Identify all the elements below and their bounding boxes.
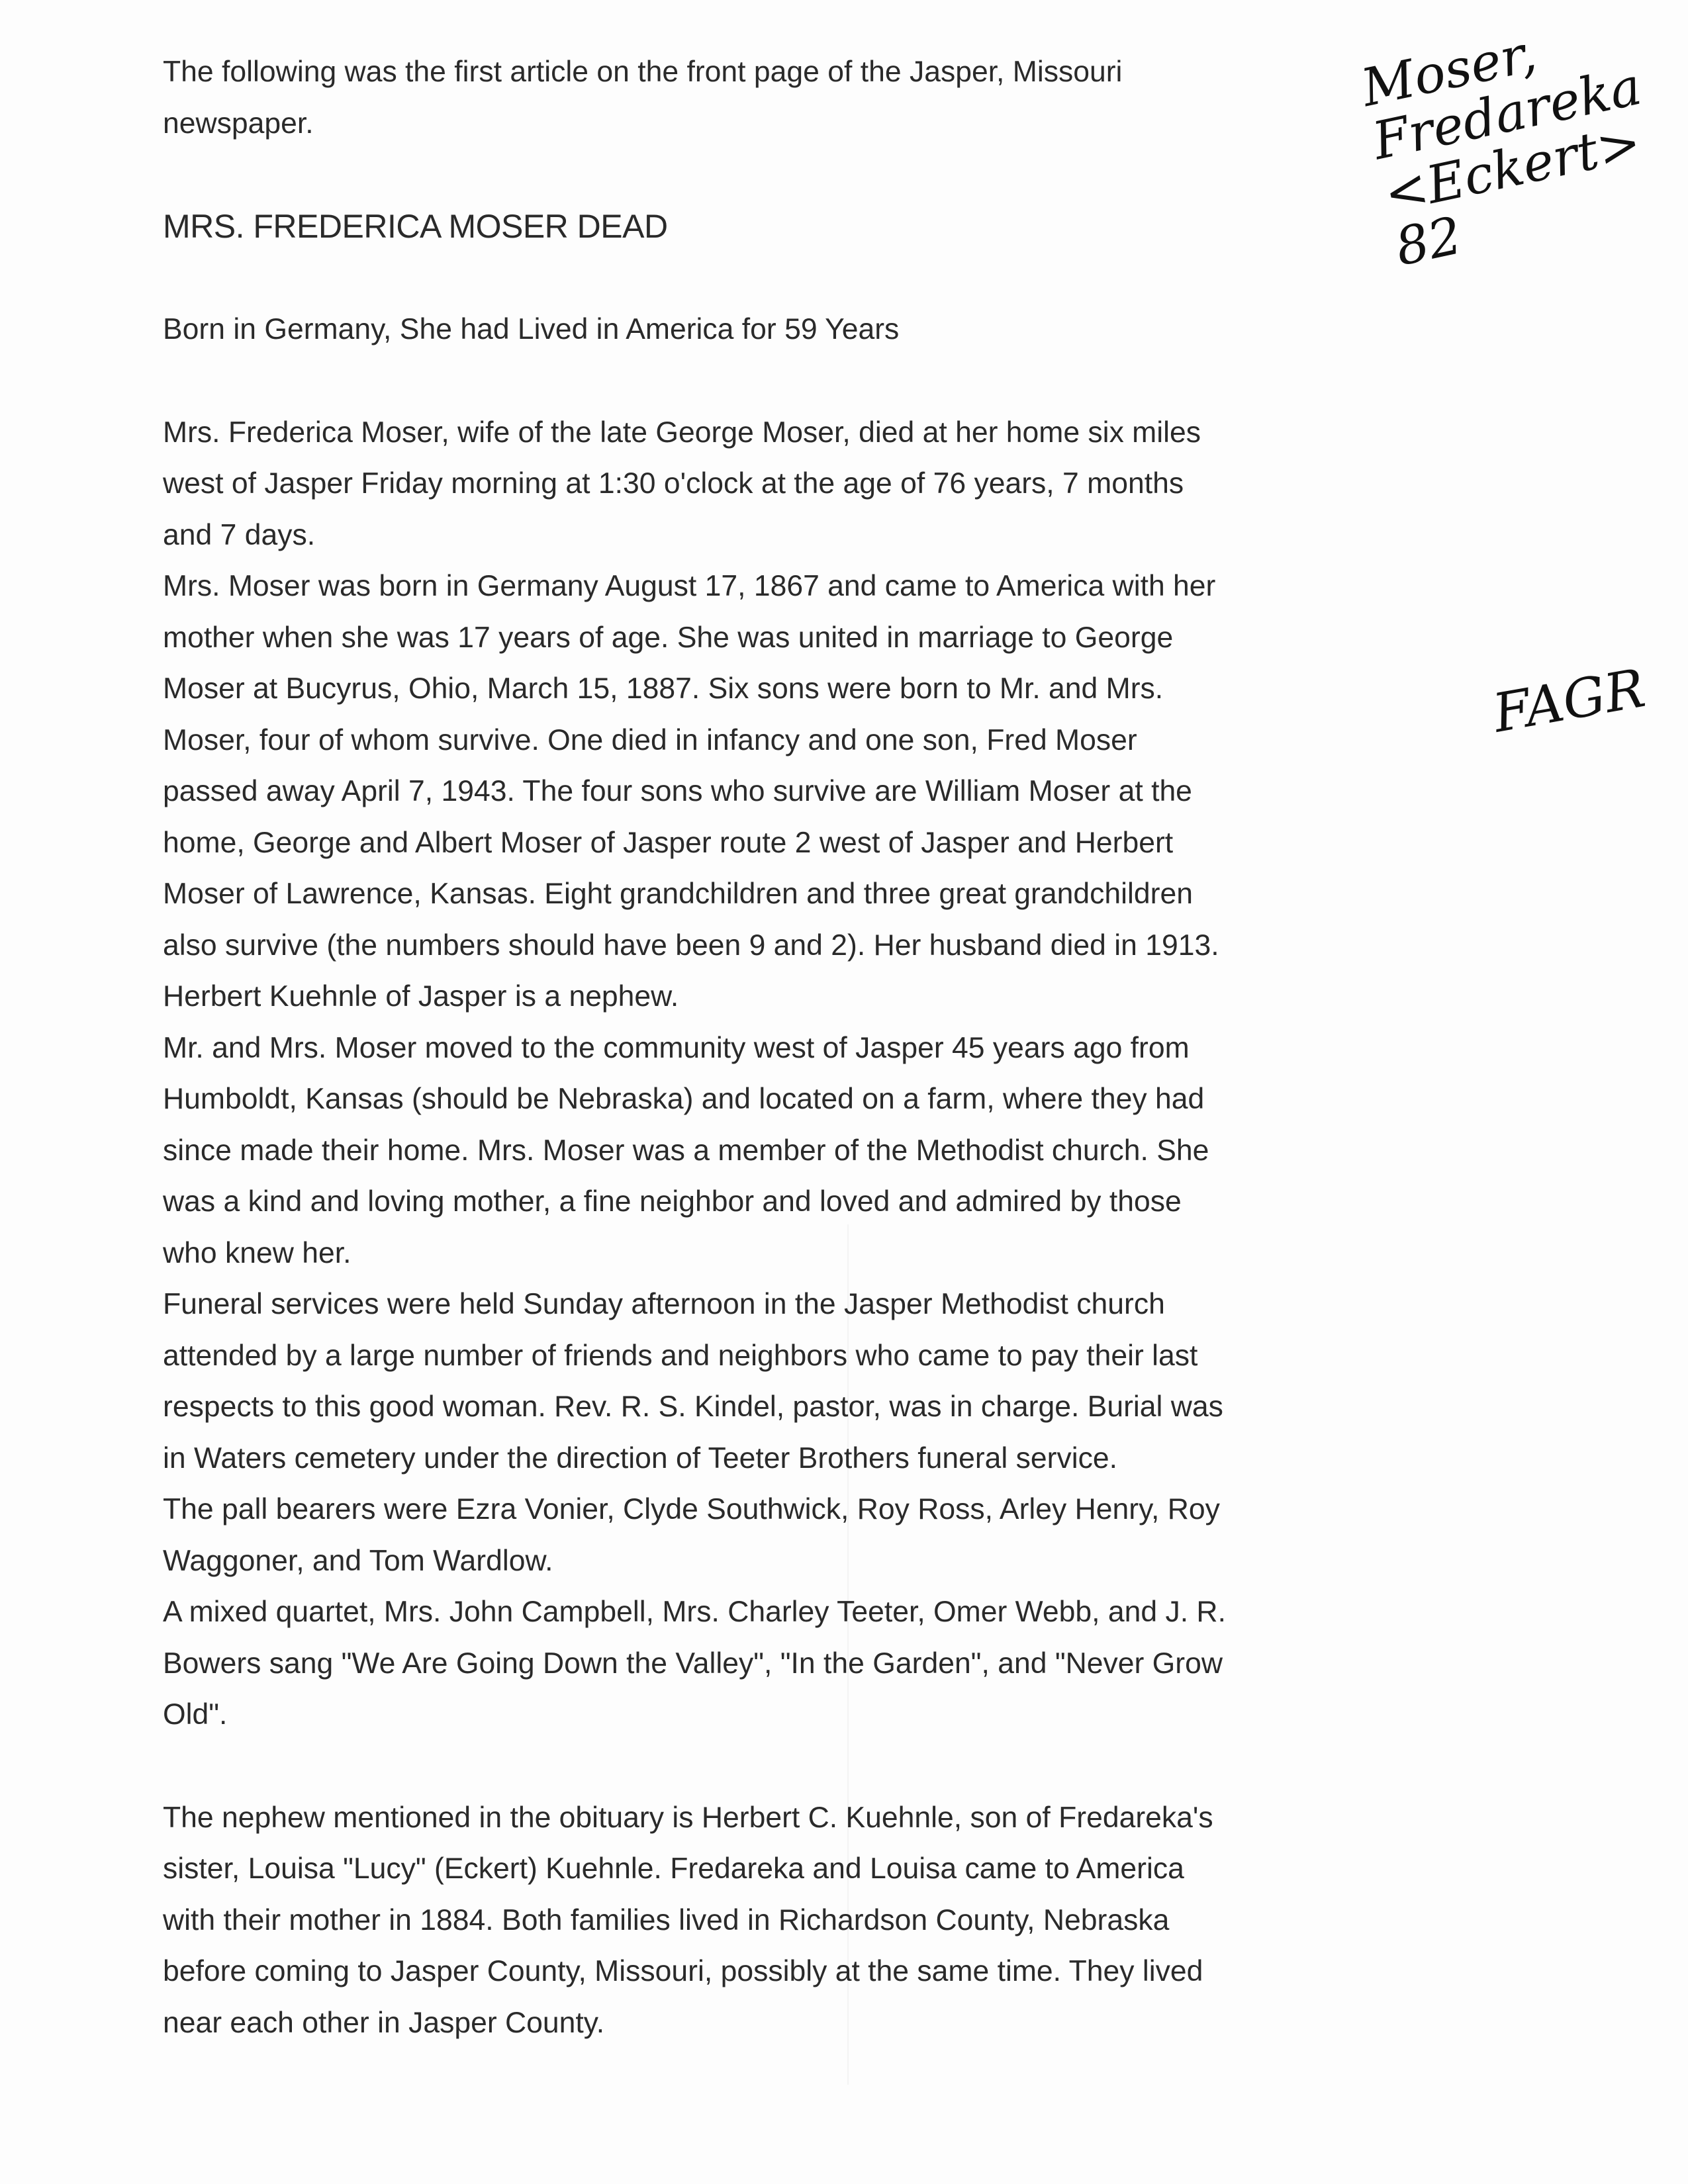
article-column xyxy=(163,46,1407,2048)
obituary-paragraph-death: Mrs. Frederica Moser, wife of the late George Moser, died at her home six miles west of Jasper Friday morning at 1:30 o'clock at the age of 76 years, 7 months and 7 days. xyxy=(163,416,1201,551)
intro-text: The following was the first article on the front page of the Jasper, Missouri newspaper. xyxy=(163,56,1123,140)
obituary-paragraph-funeral: Funeral services were held Sunday afternoon in the Jasper Methodist church attended by a large number of friends and neighbors who came to pay their last respects to this good woman. Rev. R. S. Kindel, pastor, was in charge. Burial was in Waters cemetery under the direction of Teeter Brothers funeral service. xyxy=(163,1288,1223,1475)
article-subheadline: Born in Germany, She had Lived in America for 59 Years xyxy=(163,313,900,345)
handwritten-name-note: Moser, Fredareka <Eckert> 82 xyxy=(1356,23,1647,278)
obituary-paragraph-music: A mixed quartet, Mrs. John Campbell, Mrs. Charley Teeter, Omer Webb, and J. R. Bowers sang "We Are Going Down the Valley", "In the Garden", and "Never Grow Old". xyxy=(163,1596,1226,1731)
handwritten-code-note: FAGR xyxy=(1488,657,1650,745)
obituary-paragraph-pallbearers: The pall bearers were Ezra Vonier, Clyde Southwick, Roy Ross, Arley Henry, Roy Waggoner, and Tom Wardlow. xyxy=(163,1493,1220,1577)
obituary-paragraph-family: Mrs. Moser was born in Germany August 17, 1867 and came to America with her mother when she was 17 years of age. She was united in marriage to George Moser at Bucyrus, Ohio, March 15, 1887. Six sons were born to Mr. and Mrs. Moser, four of whom survive. One died in infancy and one son, Fred Moser passed away April 7, 1943. The four sons who survive are William Moser at the home, George and Albert Moser of Jasper route 2 west of Jasper and Herbert Moser of Lawrence, Kansas. Eight grandchildren and three great grandchildren also survive (the numbers should have been 9 and 2). Her husband died in 1913. Herbert Kuehnle of Jasper is a nephew. xyxy=(163,570,1219,1013)
closing-note: The nephew mentioned in the obituary is Herbert C. Kuehnle, son of Fredareka's sister, Louisa "Lucy" (Eckert) Kuehnle. Fredareka and Louisa came to America with their mother in 1884. Both families lived in Richardson County, Nebraska before coming to Jasper County, Missouri, possibly at the same time. They lived near each other in Jasper County. xyxy=(163,1801,1213,2039)
obituary-paragraph-residence: Mr. and Mrs. Moser moved to the community west of Jasper 45 years ago from Humboldt, Kansas (should be Nebraska) and located on a farm, where they had since made their home. Mrs. Moser was a member of the Methodist church. She was a kind and loving mother, a fine neighbor and loved and admired by those who knew her. xyxy=(163,1031,1209,1269)
article-headline: MRS. FREDERICA MOSER DEAD xyxy=(163,208,668,245)
